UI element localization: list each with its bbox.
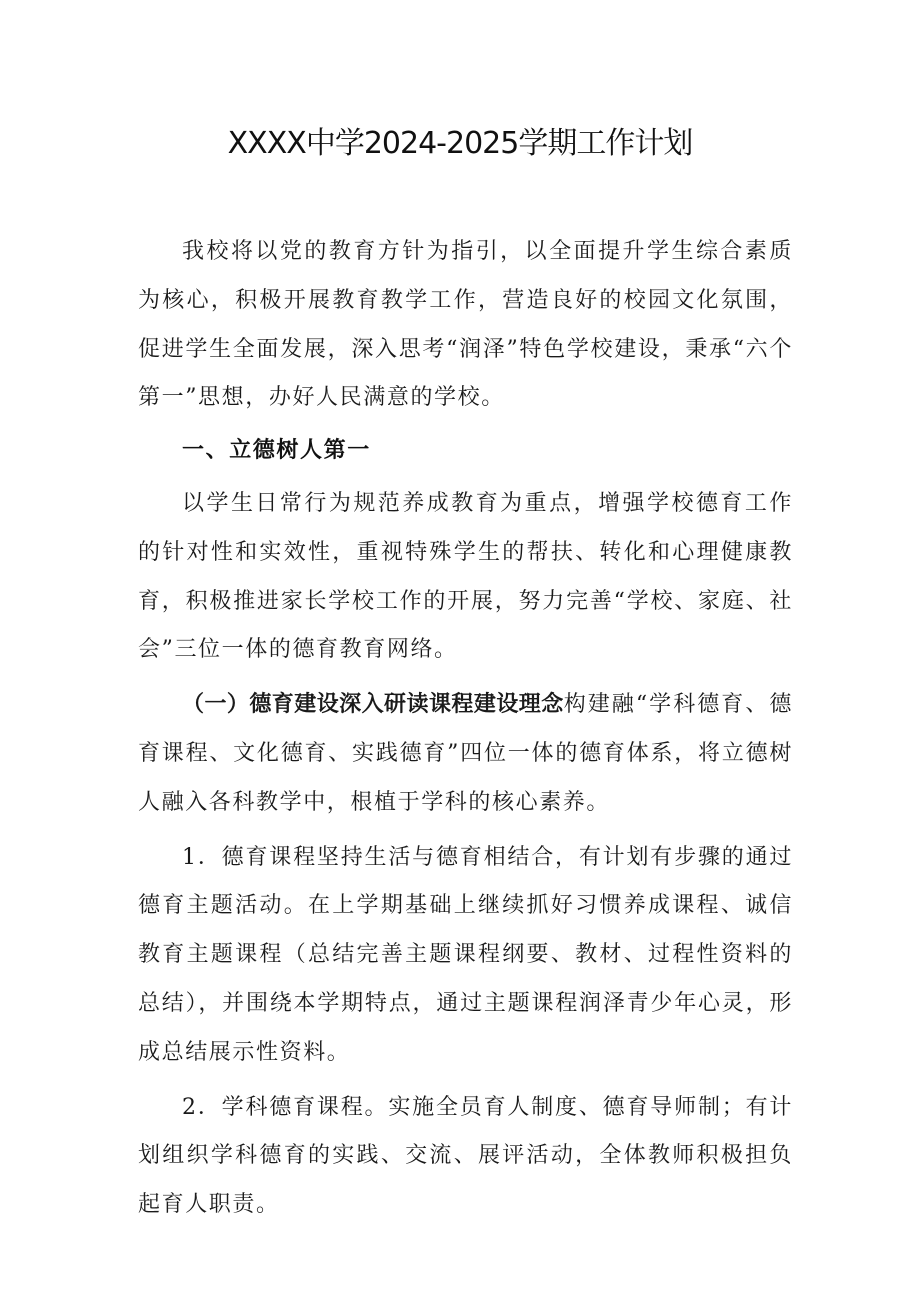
document-title: XXXX中学2024-2025学期工作计划 bbox=[227, 126, 693, 161]
subsection-heading: （一）德育建设深入研读课程建设理念 bbox=[182, 692, 564, 718]
intro-paragraph: 我校将以党的教育方针为指引，以全面提升学生综合素质为核心，积极开展教育教学工作，营造良好的校园文化氛围，促进学生全面发展，深入思考“润泽”特色学校建设，秉承“六个第一”思想，办好人民满意的学校。 bbox=[138, 239, 793, 411]
list-item: 1．德育课程坚持生活与德育相结合，有计划有步骤的通过德育主题活动。在上学期基础上继续抓好习惯养成课程、诚信教育主题课程（总结完善主题课程纲要、教材、过程性资料的总结），并围绕本学期特点，通过主题课程润泽青少年心灵，形成总结展示性资料。 bbox=[138, 844, 793, 1065]
section-heading: 一、立德树人第一 bbox=[182, 438, 371, 464]
section-paragraph: 以学生日常行为规范养成教育为重点，增强学校德育工作的针对性和实效性，重视特殊学生的帮扶、转化和心理健康教育，积极推进家长学校工作的开展，努力完善“学校、家庭、社会”三位一体的德育教育网络。 bbox=[138, 490, 793, 663]
document-body bbox=[138, 228, 793, 1230]
subsection-body: 构建融“学科德育、德育课程、文化德育、实践德育”四位一体的德育体系，将立德树人融入各科教学中，根植于学科的核心素养。 bbox=[138, 692, 793, 815]
list-item: 2．学科德育课程。实施全员育人制度、德育导师制；有计划组织学科德育的实践、交流、展评活动，全体教师积极担负起育人职责。 bbox=[138, 1094, 793, 1218]
subsection-paragraph bbox=[138, 681, 793, 827]
